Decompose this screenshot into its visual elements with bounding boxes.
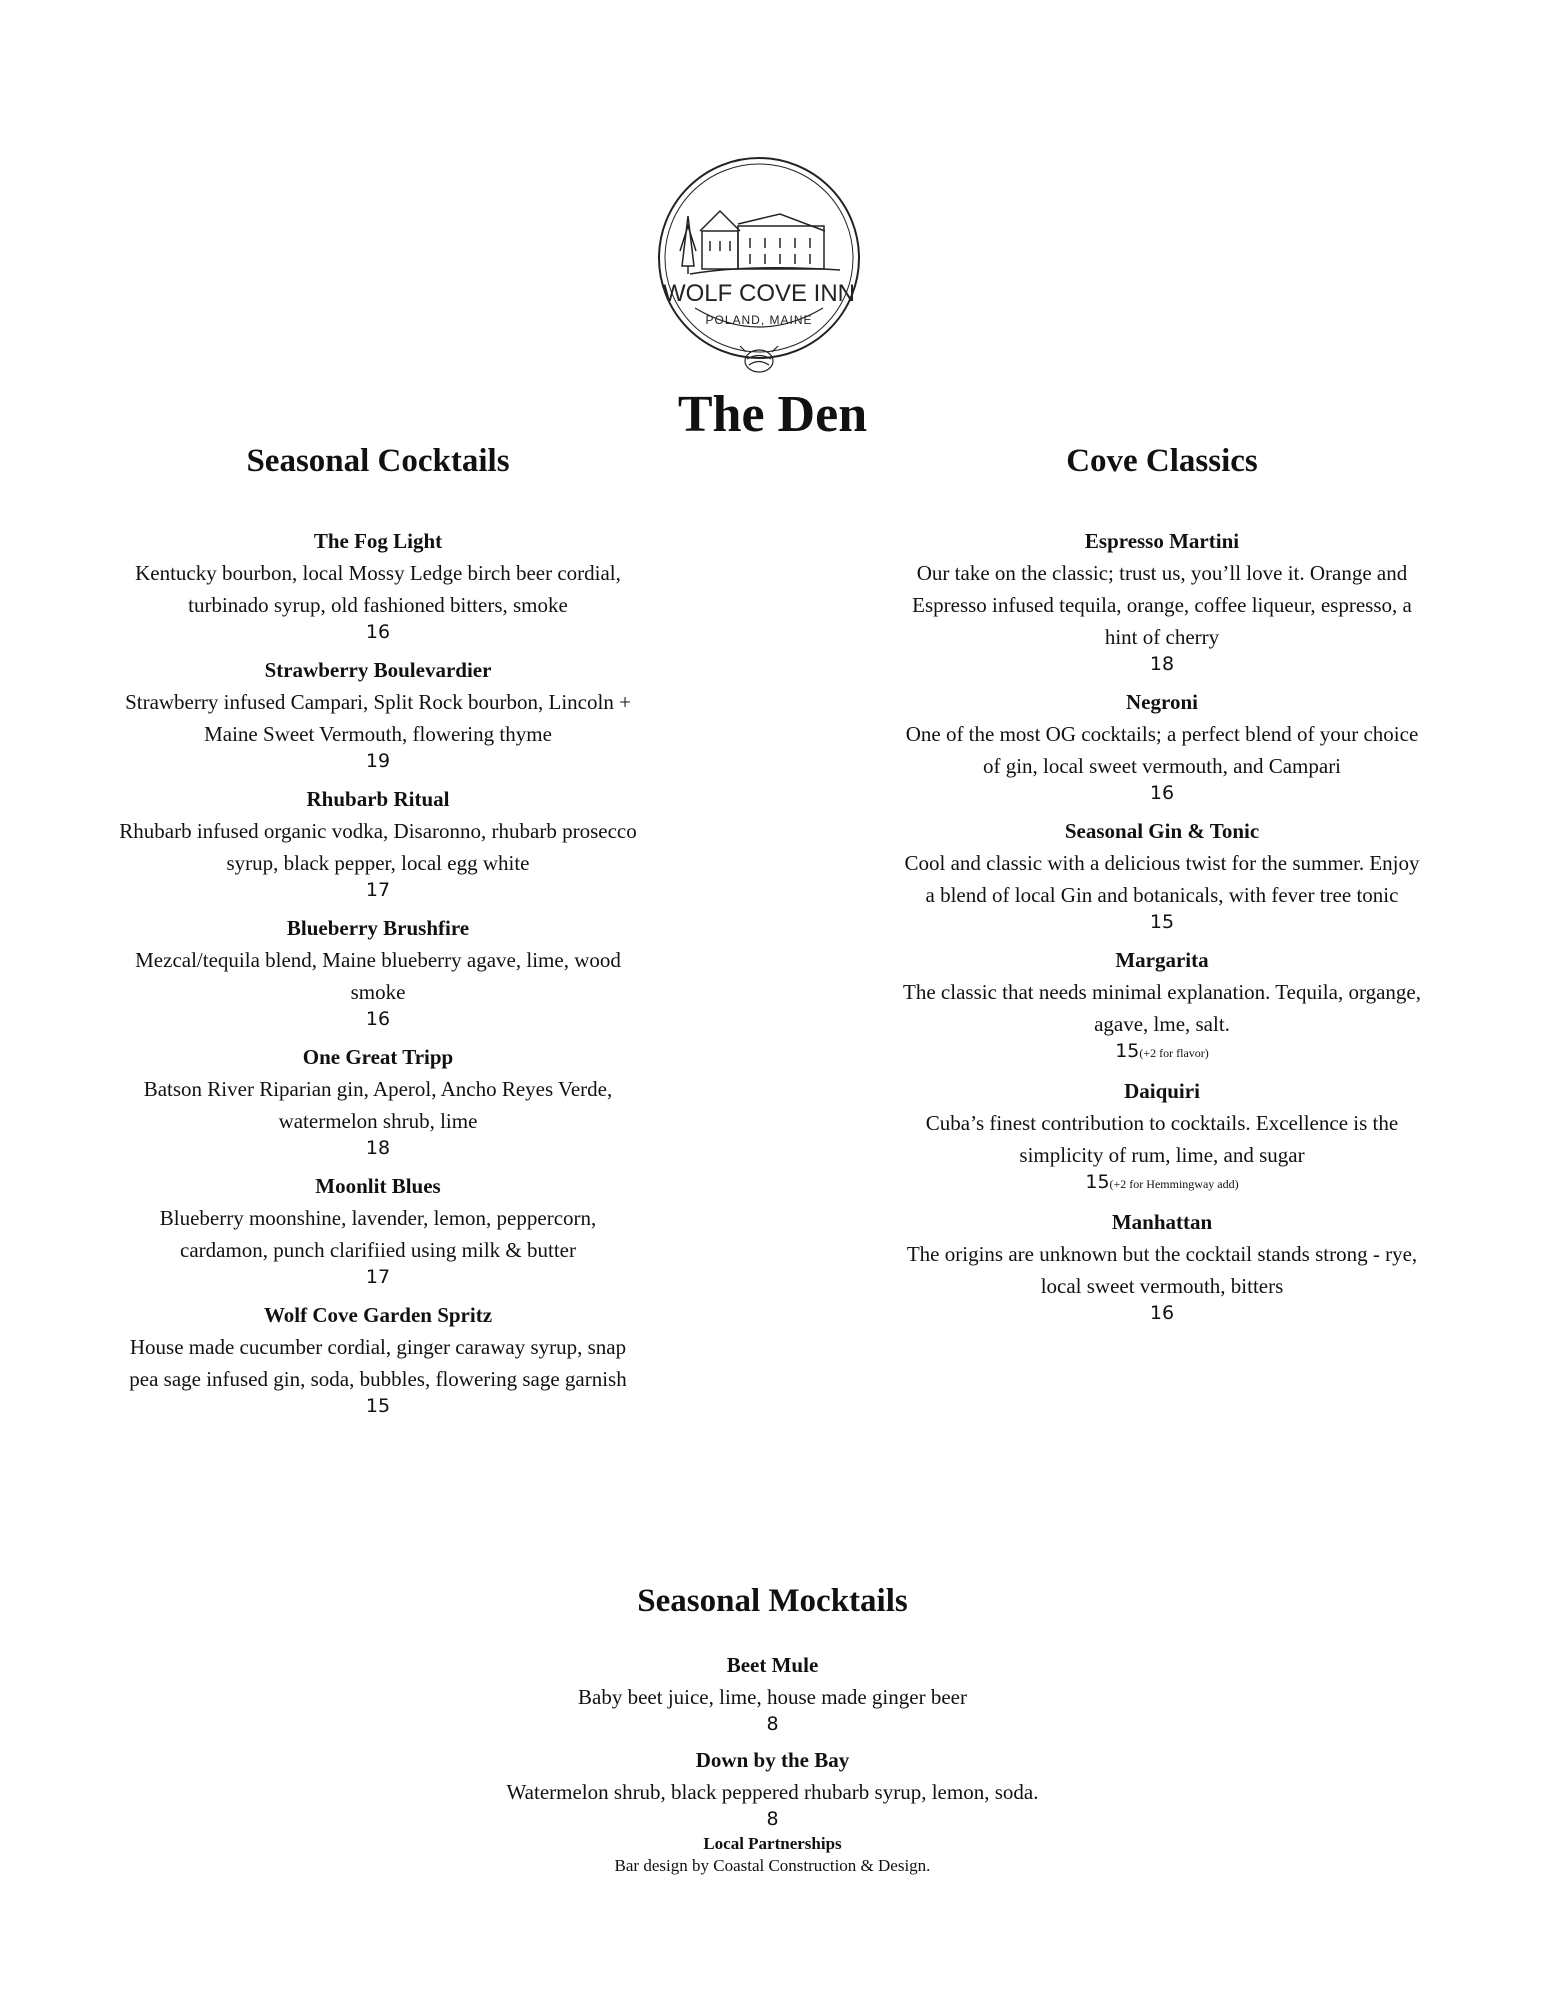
- menu-item-description: Kentucky bourbon, local Mossy Ledge birch beer cordial, turbinado syrup, old fashioned bitters, smoke: [135, 561, 621, 617]
- menu-item-price: 16: [365, 1008, 391, 1030]
- logo-name: WOLF COVE INN: [662, 280, 856, 307]
- menu-item-price: 18: [1149, 653, 1175, 675]
- menu-item-description: Watermelon shrub, black peppered rhubarb syrup, lemon, soda.: [506, 1780, 1039, 1804]
- menu-item: [118, 1042, 638, 1159]
- menu-item: [118, 1171, 638, 1288]
- menu-item-price-row: [0, 1808, 1545, 1830]
- menu-item-price: 16: [1149, 1302, 1175, 1324]
- menu-item-price-note: (+2 for Hemmingway add): [1109, 1177, 1239, 1191]
- menu-item-price: 15: [1115, 1040, 1140, 1062]
- wolf-cove-inn-logo: [650, 156, 868, 382]
- seasonal-mocktails-section: [0, 1580, 1545, 1840]
- local-partnerships: [0, 1833, 1545, 1877]
- menu-item-price-row: [118, 1137, 638, 1159]
- page-title: The Den: [677, 386, 868, 443]
- menu-item: [118, 1300, 638, 1417]
- menu-item-description: Cuba’s finest contribution to cocktails. Excellence is the simplicity of rum, lime, and sugar: [925, 1111, 1399, 1167]
- menu-item-name: Beet Mule: [726, 1653, 819, 1677]
- menu-item-description: House made cucumber cordial, ginger caraway syrup, snap pea sage infused gin, soda, bubbles, flowering sage garnish: [129, 1335, 627, 1391]
- menu-item-name: Wolf Cove Garden Spritz: [263, 1303, 493, 1327]
- menu-item-price-row: [118, 1008, 638, 1030]
- menu-item: [902, 945, 1422, 1064]
- menu-item-name: Strawberry Boulevardier: [264, 658, 492, 682]
- section-heading: Cove Classics: [1066, 443, 1258, 479]
- menu-item-description: Rhubarb infused organic vodka, Disaronno, rhubarb prosecco syrup, black pepper, local egg white: [119, 819, 637, 875]
- section-heading: Seasonal Cocktails: [246, 443, 510, 479]
- menu-item-price-row: [0, 1713, 1545, 1735]
- menu-item: [118, 913, 638, 1030]
- seasonal-cocktails-section: [118, 440, 638, 1429]
- menu-item: [0, 1650, 1545, 1735]
- menu-item-description: Strawberry infused Campari, Split Rock bourbon, Lincoln + Maine Sweet Vermouth, flowering thyme: [125, 690, 631, 746]
- menu-item-price-row: [118, 621, 638, 643]
- menu-item-price: 15: [1149, 911, 1175, 933]
- menu-item-price: 19: [365, 750, 391, 772]
- menu-item-price: 17: [365, 1266, 391, 1288]
- menu-item-description: Blueberry moonshine, lavender, lemon, peppercorn, cardamon, punch clarifiied using milk & butter: [159, 1206, 597, 1262]
- menu-item-name: Down by the Bay: [695, 1748, 850, 1772]
- menu-item-price-row: [118, 750, 638, 772]
- partnerships-text: Bar design by Coastal Construction & Design.: [614, 1856, 931, 1875]
- menu-item-price: 15: [365, 1395, 391, 1417]
- menu-item-price-row: [118, 879, 638, 901]
- menu-item-price: 8: [766, 1713, 779, 1735]
- menu-item-price-row: [902, 782, 1422, 804]
- menu-item-name: One Great Tripp: [302, 1045, 454, 1069]
- menu-item-price: 16: [365, 621, 391, 643]
- menu-item-price-note: (+2 for flavor): [1139, 1046, 1209, 1060]
- menu-item-name: Daiquiri: [1124, 1079, 1200, 1103]
- section-heading: Seasonal Mocktails: [637, 1583, 908, 1619]
- partnerships-title: Local Partnerships: [703, 1834, 842, 1853]
- menu-item: [118, 784, 638, 901]
- inn-building-icon: [690, 211, 840, 274]
- menu-item-description: Our take on the classic; trust us, you’ll love it. Orange and Espresso infused tequila, orange, coffee liqueur, espresso, a hint of cherry: [912, 561, 1412, 649]
- menu-item: [118, 655, 638, 772]
- menu-item: [118, 526, 638, 643]
- menu-item-name: Blueberry Brushfire: [286, 916, 470, 940]
- menu-item-price: 15: [1085, 1171, 1110, 1193]
- menu-item: [902, 816, 1422, 933]
- menu-item-name: Manhattan: [1111, 1210, 1213, 1234]
- menu-item-price: 17: [365, 879, 391, 901]
- menu-item-description: Cool and classic with a delicious twist for the summer. Enjoy a blend of local Gin and botanicals, with fever tree tonic: [904, 851, 1420, 907]
- menu-item-price-row: [902, 653, 1422, 675]
- menu-item-price-row: [118, 1266, 638, 1288]
- menu-item-name: Negroni: [1126, 690, 1198, 714]
- menu-item: [902, 1207, 1422, 1324]
- menu-item-description: The classic that needs minimal explanation. Tequila, organge, agave, lme, salt.: [903, 980, 1421, 1036]
- menu-item-name: Espresso Martini: [1084, 529, 1240, 553]
- menu-item-name: Rhubarb Ritual: [306, 787, 450, 811]
- menu-item-description: Baby beet juice, lime, house made ginger beer: [578, 1685, 967, 1709]
- menu-item: [902, 526, 1422, 675]
- menu-item-price-row: [902, 911, 1422, 933]
- menu-item-price-row: [902, 1302, 1422, 1324]
- menu-item-description: Batson River Riparian gin, Aperol, Ancho Reyes Verde, watermelon shrub, lime: [143, 1077, 613, 1133]
- menu-item-name: Margarita: [1115, 948, 1209, 972]
- menu-item-price: 8: [766, 1808, 779, 1830]
- logo-location: POLAND, MAINE: [705, 313, 813, 327]
- menu-item-price-row: [118, 1395, 638, 1417]
- cove-classics-section: [902, 440, 1422, 1336]
- menu-item-description: One of the most OG cocktails; a perfect blend of your choice of gin, local sweet vermouth, and Campari: [905, 722, 1419, 778]
- menu-item-description: The origins are unknown but the cocktail stands strong - rye, local sweet vermouth, bitters: [906, 1242, 1418, 1298]
- menu-item-name: The Fog Light: [313, 529, 443, 553]
- menu-item-price: 16: [1149, 782, 1175, 804]
- menu-item: [0, 1745, 1545, 1830]
- menu-item-name: Seasonal Gin & Tonic: [1064, 819, 1260, 843]
- menu-item-name: Moonlit Blues: [315, 1174, 441, 1198]
- menu-item-price: 18: [365, 1137, 391, 1159]
- menu-item-price-row: [902, 1040, 1422, 1064]
- menu-item: [902, 1076, 1422, 1195]
- tree-icon: [680, 216, 696, 274]
- menu-item-description: Mezcal/tequila blend, Maine blueberry agave, lime, wood smoke: [135, 948, 621, 1004]
- menu-item: [902, 687, 1422, 804]
- menu-item-price-row: [902, 1171, 1422, 1195]
